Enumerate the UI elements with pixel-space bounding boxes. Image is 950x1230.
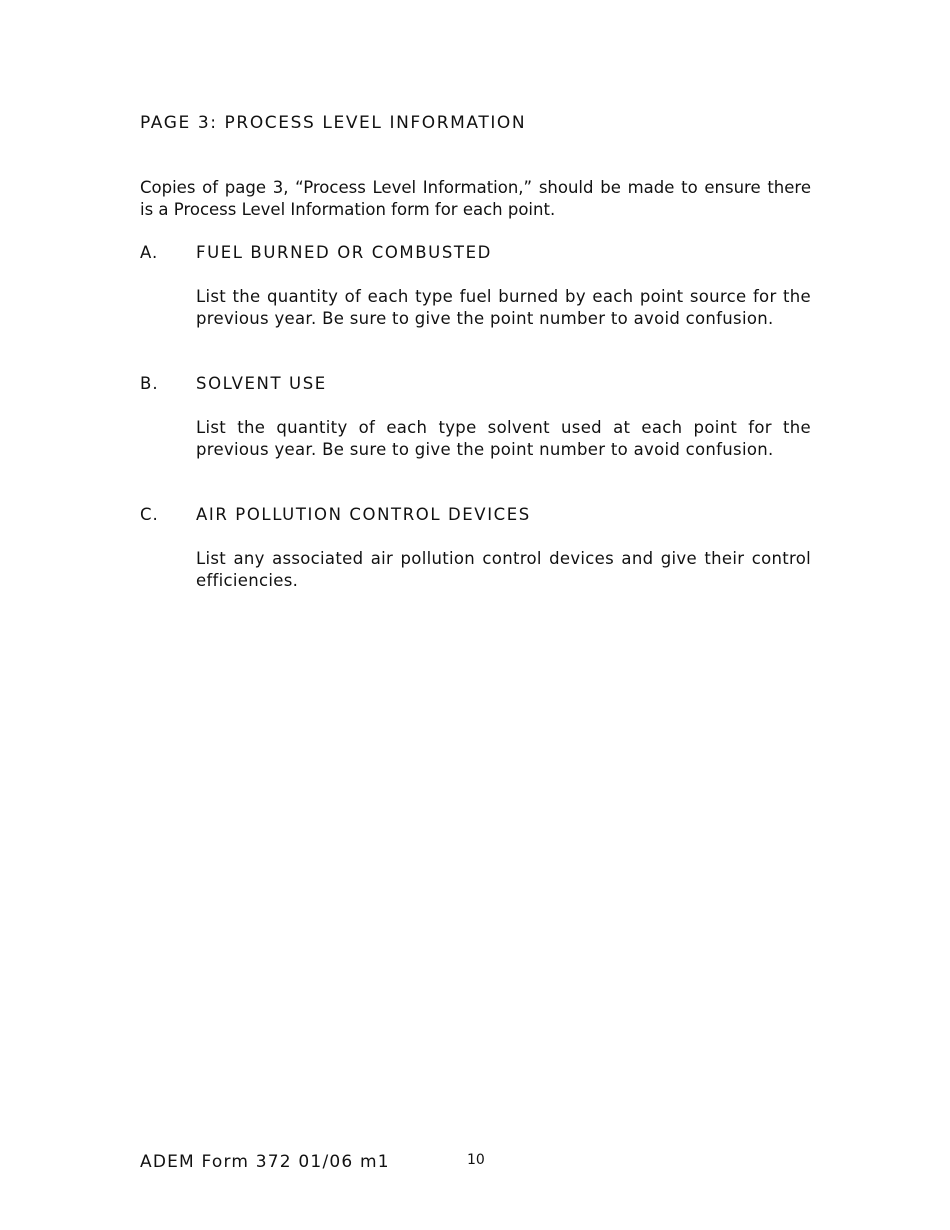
section-title: AIR POLLUTION CONTROL DEVICES (196, 505, 531, 524)
section-a-body: List the quantity of each type fuel burned by each point source for the previous year. Be sure to give the point number to avoid confusion. (196, 287, 811, 328)
page-title: PAGE 3: PROCESS LEVEL INFORMATION (140, 113, 527, 133)
section-c-heading (140, 504, 531, 526)
section-c-body: List any associated air pollution control devices and give their control efficiencies. (196, 549, 811, 590)
section-b-heading (140, 373, 327, 395)
page-number: 10 (467, 1152, 485, 1168)
section-letter: A. (140, 243, 159, 262)
section-title: FUEL BURNED OR COMBUSTED (196, 243, 492, 262)
section-b-body: List the quantity of each type solvent used at each point for the previous year. Be sure to give the point number to avoid confusion. (196, 418, 811, 459)
section-a-heading (140, 242, 492, 264)
intro-paragraph: Copies of page 3, “Process Level Information,” should be made to ensure there is a Process Level Information form for each point. (140, 178, 811, 219)
section-letter: B. (140, 374, 159, 393)
section-letter: C. (140, 505, 159, 524)
section-title: SOLVENT USE (196, 374, 327, 393)
footer-form-id: ADEM Form 372 01/06 m1 (140, 1152, 390, 1172)
